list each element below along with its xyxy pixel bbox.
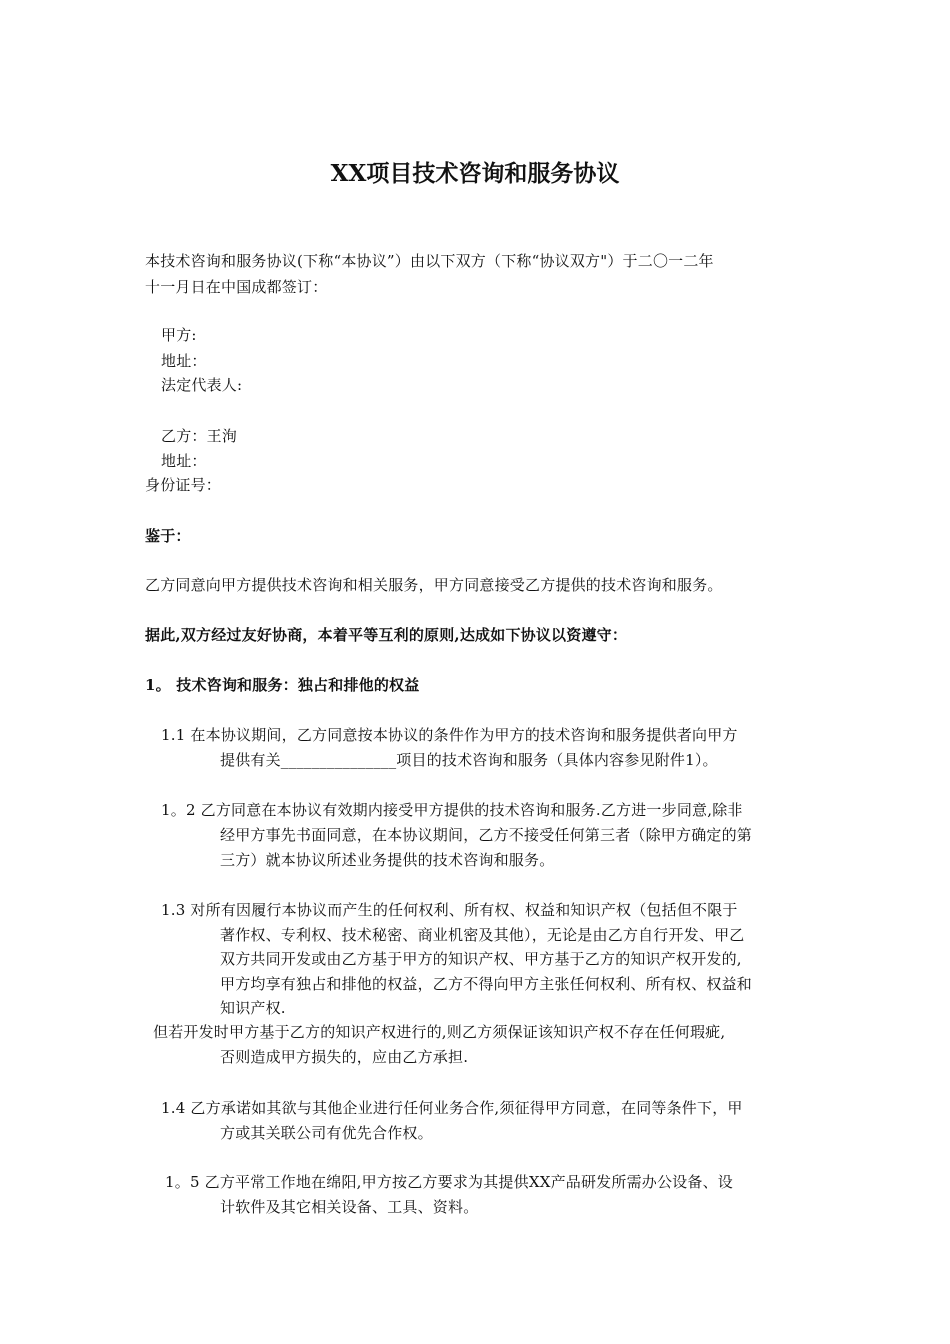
clause-1-5-line-2: 计软件及其它相关设备、工具、资料。 <box>220 1198 479 1216</box>
clause-1-3-line-5: 知识产权. <box>220 999 286 1017</box>
clause-1-3-line-4: 甲方均享有独占和排他的权益，乙方不得向甲方主张任何权利、所有权、权益和 <box>220 975 753 993</box>
clause-1-3-line-1: 1.3 对所有因履行本协议而产生的任何权利、所有权、权益和知识产权（包括但不限于 <box>161 901 738 919</box>
preamble-line-2: 十一月日在中国成都签订： <box>145 278 328 296</box>
whereas-text: 乙方同意向甲方提供技术咨询和相关服务，甲方同意接受乙方提供的技术咨询和服务。 <box>145 576 723 594</box>
party-a-address-label: 地址： <box>161 352 207 370</box>
party-a-rep-label: 法定代表人: <box>161 376 243 394</box>
party-a-name-label: 甲方: <box>161 326 197 344</box>
clause-1-2-line-1: 1。2 乙方同意在本协议有效期内接受甲方提供的技术咨询和服务.乙方进一步同意,除非 <box>161 801 743 819</box>
agreement-statement: 据此,双方经过友好协商，本着平等互利的原则,达成如下协议以资遵守： <box>145 626 628 644</box>
whereas-heading: 鉴于： <box>145 527 191 545</box>
document-title: XX项目技术咨询和服务协议 <box>330 160 620 187</box>
clause-1-1-line-2: 提供有关_______________项目的技术咨询和服务（具体内容参见附件1）。 <box>220 751 718 769</box>
clause-1-2-line-2: 经甲方事先书面同意，在本协议期间，乙方不接受任何第三者（除甲方确定的第 <box>220 826 753 844</box>
clause-1-3-line-2: 著作权、专利权、技术秘密、商业机密及其他），无论是由乙方自行开发、甲乙 <box>220 926 745 944</box>
preamble-line-1: 本技术咨询和服务协议(下称“本协议”）由以下双方（下称“协议双方"）于二〇一二年 <box>145 252 714 270</box>
section-1-heading: 1。 技术咨询和服务：独占和排他的权益 <box>145 676 420 694</box>
party-b-address-label: 地址： <box>161 452 207 470</box>
party-b-id-label: 身份证号： <box>145 476 222 494</box>
clause-1-3-extra-line-2: 否则造成甲方损失的，应由乙方承担. <box>220 1048 469 1066</box>
clause-1-4-line-1: 1.4 乙方承诺如其欲与其他企业进行任何业务合作,须征得甲方同意，在同等条件下，甲 <box>161 1099 743 1117</box>
clause-1-3-line-3: 双方共同开发或由乙方基于甲方的知识产权、甲方基于乙方的知识产权开发的, <box>220 950 742 968</box>
clause-1-2-line-3: 三方）就本协议所述业务提供的技术咨询和服务。 <box>220 851 555 869</box>
party-b-name-label: 乙方：王洵 <box>161 427 238 445</box>
clause-1-1-line-1: 1.1 在本协议期间，乙方同意按本协议的条件作为甲方的技术咨询和服务提供者向甲方 <box>161 726 738 744</box>
clause-1-3-extra-line-1: 但若开发时甲方基于乙方的知识产权进行的,则乙方须保证该知识产权不存在任何瑕疵, <box>153 1023 726 1041</box>
clause-1-5-line-1: 1。5 乙方平常工作地在绵阳,甲方按乙方要求为其提供XX产品研发所需办公设备、设 <box>165 1173 733 1191</box>
clause-1-4-line-2: 方或其关联公司有优先合作权。 <box>220 1124 433 1142</box>
